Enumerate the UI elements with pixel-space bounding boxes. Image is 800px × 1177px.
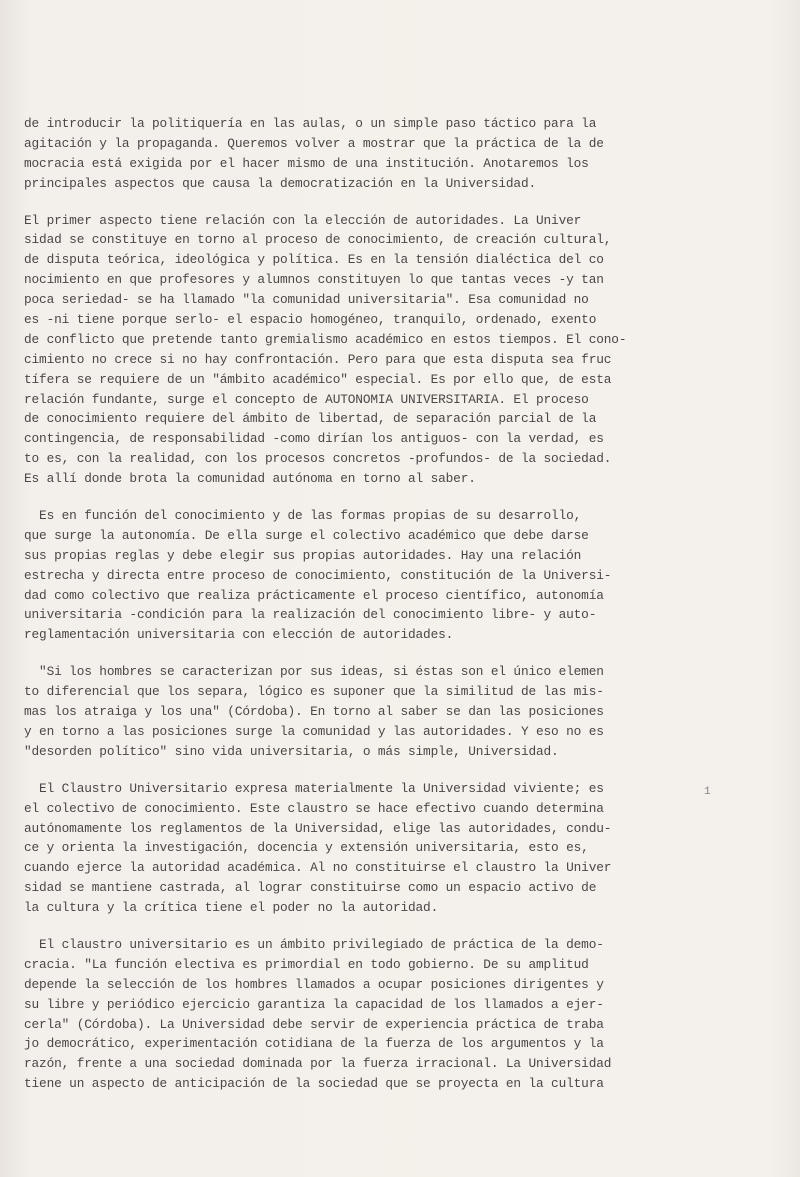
text-line: tiene un aspecto de anticipación de la sociedad que se proyecta en la cultura [24, 1076, 604, 1092]
text-line: cimiento no crece si no hay confrontación. Pero para que esta disputa sea fruc [24, 351, 612, 367]
text-line: mas los atraiga y los una" (Córdoba). En torno al saber se dan las posiciones [24, 704, 604, 720]
text-line: el colectivo de conocimiento. Este claustro se hace efectivo cuando determina [24, 800, 604, 816]
paragraph-4 [24, 662, 776, 761]
text-line: reglamentación universitaria con elección de autoridades. [24, 627, 454, 643]
paragraph-5 [24, 779, 776, 918]
text-line: ce y orienta la investigación, docencia y extensión universitaria, esto es, [24, 840, 589, 856]
text-line: agitación y la propaganda. Queremos volver a mostrar que la práctica de la de [24, 135, 604, 151]
text-line: estrecha y directa entre proceso de conocimiento, constitución de la Universi- [24, 567, 612, 583]
text-line: cerla" (Córdoba). La Universidad debe servir de experiencia práctica de traba [24, 1016, 604, 1032]
margin-note: 1 [704, 786, 711, 798]
text-line: poca seriedad- se ha llamado "la comunidad universitaria". Esa comunidad no [24, 292, 589, 308]
text-line: mocracia está exigida por el hacer mismo de una institución. Anotaremos los [24, 155, 589, 171]
text-line: de introducir la politiquería en las aulas, o un simple paso táctico para la [24, 116, 597, 131]
text-line: autónomamente los reglamentos de la Universidad, elige las autoridades, condu- [24, 820, 612, 836]
paragraph-6 [24, 935, 776, 1094]
text-line: jo democrático, experimentación cotidiana de la fuerza de los argumentos y la [24, 1036, 604, 1052]
text-line: la cultura y la crítica tiene el poder no la autoridad. [24, 900, 439, 916]
text-line: sus propias reglas y debe elegir sus propias autoridades. Hay una relación [24, 547, 582, 563]
paragraph-3 [24, 506, 776, 645]
text-line: dad como colectivo que realiza prácticamente el proceso científico, autonomía [24, 587, 604, 603]
text-line: tífera se requiere de un "ámbito académico" especial. Es por ello que, de esta [24, 371, 612, 387]
text-line: Es en función del conocimiento y de las formas propias de su desarrollo, [24, 508, 582, 524]
text-line: su libre y periódico ejercicio garantiza la capacidad de los llamados a ejer- [24, 996, 604, 1012]
text-line: "desorden político" sino vida universitaria, o más simple, Universidad. [24, 743, 559, 759]
text-line: es -ni tiene porque serlo- el espacio homogéneo, tranquilo, ordenado, exento [24, 312, 597, 328]
paragraph-2 [24, 211, 776, 489]
text-line: sidad se mantiene castrada, al lograr constituirse como un espacio activo de [24, 880, 597, 896]
text-line: contingencia, de responsabilidad -como dirían los antiguos- con la verdad, es [24, 431, 604, 447]
text-line: "Si los hombres se caracterizan por sus ideas, si éstas son el único elemen [24, 664, 604, 680]
text-line: cracia. "La función electiva es primordial en todo gobierno. De su amplitud [24, 956, 589, 972]
text-line: de conflicto que pretende tanto gremialismo académico en estos tiempos. El cono- [24, 331, 627, 347]
text-line: que surge la autonomía. De ella surge el colectivo académico que debe darse [24, 527, 589, 543]
text-line: y en torno a las posiciones surge la comunidad y las autoridades. Y eso no es [24, 723, 604, 739]
text-line: El claustro universitario es un ámbito privilegiado de práctica de la demo- [24, 936, 604, 952]
text-line: sidad se constituye en torno al proceso de conocimiento, de creación cultural, [24, 232, 612, 248]
text-line: cuando ejerce la autoridad académica. Al no constituirse el claustro la Univer [24, 860, 612, 876]
text-line: depende la selección de los hombres llamados a ocupar posiciones dirigentes y [24, 976, 604, 992]
text-line: to diferencial que los separa, lógico es suponer que la similitud de las mis- [24, 684, 604, 700]
text-line: El primer aspecto tiene relación con la elección de autoridades. La Univer [24, 212, 582, 228]
text-line: principales aspectos que causa la democratización en la Universidad. [24, 175, 536, 191]
text-line: relación fundante, surge el concepto de AUTONOMIA UNIVERSITARIA. El proceso [24, 391, 589, 407]
text-line: razón, frente a una sociedad dominada por la fuerza irracional. La Universidad [24, 1056, 612, 1072]
text-line: Es allí donde brota la comunidad autónoma en torno al saber. [24, 471, 476, 487]
paragraph-1 [24, 114, 776, 194]
text-line: universitaria -condición para la realización del conocimiento libre- y auto- [24, 607, 597, 623]
document-body [24, 114, 776, 1111]
text-line: to es, con la realidad, con los procesos concretos -profundos- de la sociedad. [24, 451, 612, 467]
text-line: de disputa teórica, ideológica y política. Es en la tensión dialéctica del co [24, 252, 604, 268]
text-line: El Claustro Universitario expresa materialmente la Universidad viviente; es [24, 780, 604, 796]
text-line: de conocimiento requiere del ámbito de libertad, de separación parcial de la [24, 411, 597, 427]
text-line: nocimiento en que profesores y alumnos constituyen lo que tantas veces -y tan [24, 272, 604, 288]
